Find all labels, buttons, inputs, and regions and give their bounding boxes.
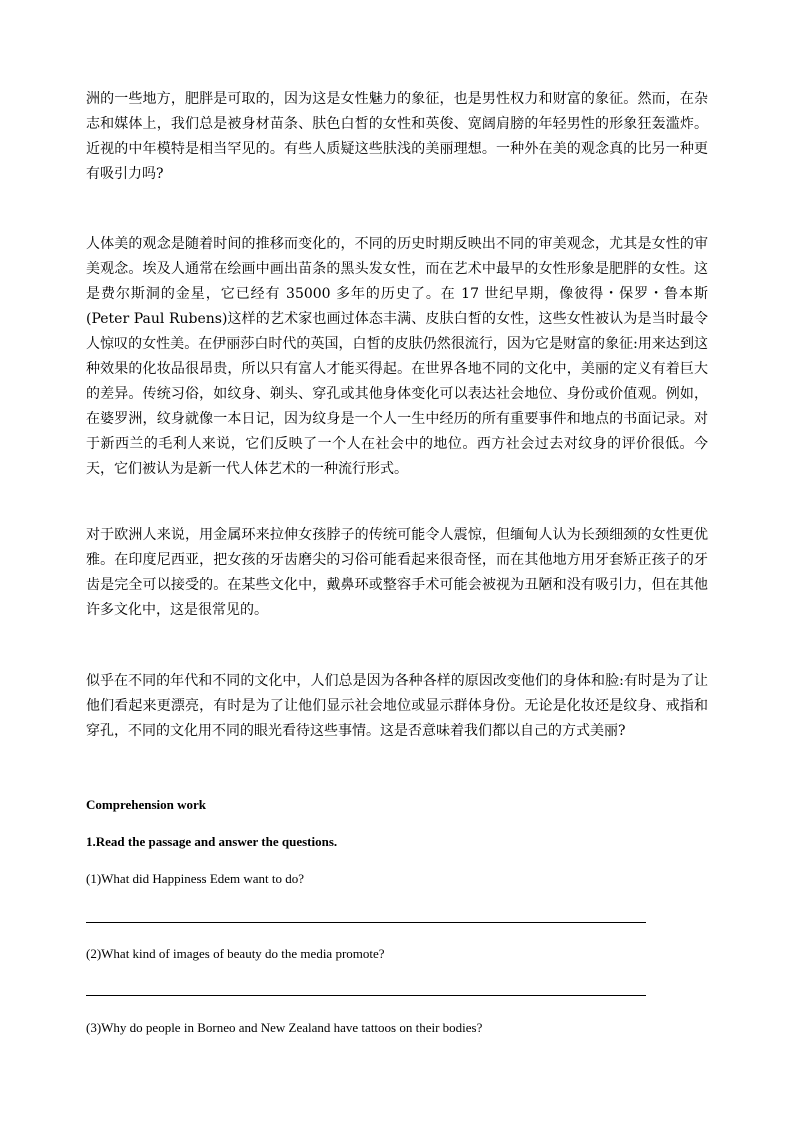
answer-line-2	[86, 995, 646, 996]
answer-line-1	[86, 922, 646, 923]
task-heading: 1.Read the passage and answer the questions.	[86, 834, 338, 849]
question-2: (2)What kind of images of beauty do the media promote?	[86, 946, 385, 961]
passage-paragraph-2: 人体美的观念是随着时间的推移而变化的，不同的历史时期反映出不同的审美观念，尤其是女性的审美观念。埃及人通常在绘画中画出苗条的黑头发女性，而在艺术中最早的女性形象是肥胖的女性。这是费尔斯洞的金星，它已经有 35000 多年的历史了。在 17 世纪早期，像彼得・保罗・鲁本斯(Peter Paul Rubens)这样的艺术家也画过体态丰满、皮肤白皙的女性，这些女性被认为是当时最令人惊叹的女性美。在伊丽莎白时代的英国，白皙的皮肤仍然很流行，因为它是财富的象征:用来达到这种效果的化妆品很昂贵，所以只有富人才能买得起。在世界各地不同的文化中，美丽的定义有着巨大的差异。传统习俗，如纹身、剃头、穿孔或其他身体变化可以表达社会地位、身份或价值观。例如，在婆罗洲，纹身就像一本日记，因为纹身是一个人一生中经历的所有重要事件和地点的书面记录。对于新西兰的毛利人来说，它们反映了一个人在社会中的地位。西方社会过去对纹身的评价很低。今天，它们被认为是新一代人体艺术的一种流行形式。	[86, 236, 708, 477]
question-3: (3)Why do people in Borneo and New Zealand have tattoos on their bodies?	[86, 1020, 483, 1035]
passage-paragraph-1: 洲的一些地方，肥胖是可取的，因为这是女性魅力的象征，也是男性权力和财富的象征。然而，在杂志和媒体上，我们总是被身材苗条、肤色白皙的女性和英俊、宽阔肩膀的年轻男性的形象狂轰滥炸。近视的中年模特是相当罕见的。有些人质疑这些肤浅的美丽理想。一种外在美的观念真的比另一种更有吸引力吗?	[86, 91, 708, 182]
question-1: (1)What did Happiness Edem want to do?	[86, 871, 305, 886]
passage-paragraph-4: 似乎在不同的年代和不同的文化中，人们总是因为各种各样的原因改变他们的身体和脸:有时是为了让他们看起来更漂亮，有时是为了让他们显示社会地位或显示群体身份。无论是化妆还是纹身、戒指和穿孔，不同的文化用不同的眼光看待这些事情。这是否意味着我们都以自己的方式美丽?	[86, 673, 708, 739]
section-heading: Comprehension work	[86, 797, 207, 812]
passage-paragraph-3: 对于欧洲人来说，用金属环来拉伸女孩脖子的传统可能令人震惊，但缅甸人认为长颈细颈的女性更优雅。在印度尼西亚，把女孩的牙齿磨尖的习俗可能看起来很奇怪，而在其他地方用牙套矫正孩子的牙齿是完全可以接受的。在某些文化中，戴鼻环或整容手术可能会被视为丑陋和没有吸引力，但在其他许多文化中，这是很常见的。	[86, 527, 708, 618]
